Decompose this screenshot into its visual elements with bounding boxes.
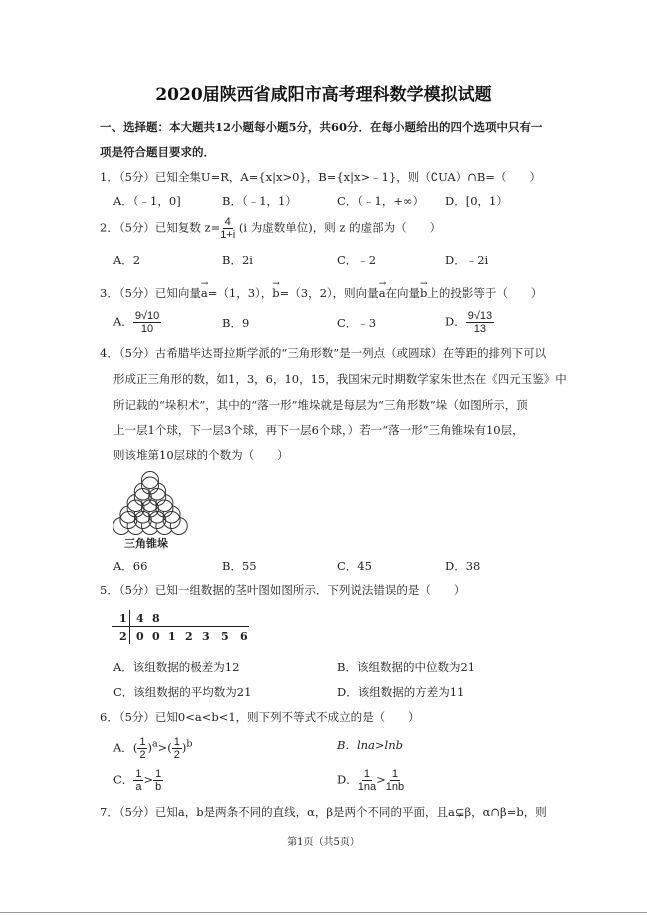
figure-caption: 三角锥垛	[124, 537, 168, 550]
leaf-value: 5	[221, 630, 229, 643]
q1-option-d: D．[0，1）	[445, 194, 508, 208]
q2-option-d: D．﹣2i	[445, 253, 489, 267]
q5-option-b: B．该组数据的中位数为21	[337, 660, 476, 674]
section-heading: 一、选择题：本大题共12小题每小题5分，共60分．在每小题给出的四个选项中只有一	[100, 120, 543, 134]
q2-option-c: C．﹣2	[337, 253, 377, 267]
q4-stem-line: 上一层1个球，下一层3个球，再下一层6个球，）若一“落一形”三角锥垛有10层，	[113, 423, 524, 437]
q1-option-c: C．（﹣1，+∞）	[337, 194, 425, 208]
vector-a: → a	[379, 286, 386, 300]
q7-stem: 7．（5分）已知a，b是两条不同的直线，α，β是两个不同的平面，且a⊊β，α∩β=b，则	[100, 805, 547, 819]
denominator: 1na	[357, 781, 377, 793]
q2-stem-pre: 2．（5分）已知复数 z=	[100, 220, 221, 235]
denominator: 1nb	[385, 781, 405, 793]
leaf-value: 4	[136, 612, 144, 625]
q4-option-c: C．45	[337, 559, 372, 573]
vector-b: → b	[272, 286, 279, 300]
q4-option-a: A．66	[113, 559, 148, 573]
q2-option-a: A．2	[113, 253, 141, 267]
leaf-value: 2	[185, 630, 193, 643]
leaf-value: 6	[240, 630, 248, 643]
page-edge	[0, 912, 647, 913]
exponent: b	[186, 738, 193, 750]
q2-stem	[100, 216, 441, 241]
label: A．	[113, 314, 133, 329]
q6-option-a: A．( $\frac{1}{2}$ )$^a$>( $\frac{1}{2}$ )$^b$	[113, 736, 193, 761]
q5-option-c: C．该组数据的平均数为21	[113, 685, 252, 699]
q4-stem-line: 4．（5分）古希腊毕达哥拉斯学派的“三角形数”是一列点（或圆球）在等距的排列下可以	[100, 346, 547, 360]
numerator: 1	[173, 736, 180, 748]
q1-stem: 1．（5分）已知全集U=R，A={x|x>0}，B={x|x>﹣1}，则（∁UA）∩B=（ ）	[100, 170, 541, 184]
q3-option-b: B．9	[222, 316, 250, 330]
q3-option-a	[113, 310, 161, 335]
q4-stem-line: 形成正三角形的数，如1，3，6，10，15，我国宋元时期数学家朱世杰在《四元玉鉴》中	[113, 372, 567, 386]
q3-text: =（3，2），则向量	[279, 286, 379, 300]
denominator: 10	[140, 323, 154, 335]
q1-option-b: B．（﹣1，1）	[222, 194, 297, 208]
numerator: 1	[135, 768, 142, 780]
stem-value: 2	[119, 630, 127, 643]
label: A．	[113, 740, 133, 755]
section-heading-cont: 项是符合题目要求的．	[100, 145, 215, 159]
page-footer: 第1页（共5页）	[287, 837, 360, 848]
vector-b: → b	[420, 286, 427, 300]
q2-fraction	[220, 216, 235, 241]
q3-text: 3．（5分）已知向量	[100, 286, 201, 300]
leaf-value: 8	[152, 612, 160, 625]
gt-sign: >	[157, 740, 168, 755]
q5-option-d: D．该组数据的方差为11	[337, 685, 465, 699]
leaf-value: 0	[136, 630, 144, 643]
numerator: 9√13	[467, 310, 493, 322]
q3-text: 上的投影等于（ ）	[427, 286, 543, 300]
q4-option-b: B．55	[222, 559, 257, 573]
q6-option-d	[337, 768, 404, 793]
page-title: 2020届陕西省咸阳市高考理科数学模拟试题	[155, 85, 492, 105]
denominator: 2	[173, 749, 180, 761]
q2-option-b: B．2i	[222, 253, 253, 267]
gt-sign: >	[376, 772, 386, 787]
denominator: a	[135, 781, 142, 793]
q3-text: =（1，3），	[207, 286, 273, 300]
stem-leaf-plot	[112, 610, 249, 644]
q3-option-c: C．﹣3	[337, 316, 377, 330]
denominator: 13	[473, 323, 487, 335]
q4-stem-line: 所记载的“垛积术”，其中的“落一形”堆垛就是每层为“三角形数”垛（如图所示，顶	[113, 398, 528, 412]
q6-option-c	[113, 768, 163, 793]
q3-text: 在向量	[385, 286, 421, 300]
vector-a: → a	[201, 286, 208, 300]
leaf-value: 3	[202, 630, 210, 643]
q4-stem-line: 则该堆第10层球的个数为（ ）	[113, 448, 289, 462]
q3-option-d	[445, 310, 494, 335]
stem-value: 1	[119, 612, 127, 625]
q5-stem: 5．（5分）已知一组数据的茎叶图如图所示．下列说法错误的是（ ）	[100, 583, 466, 597]
numerator: 1	[139, 736, 146, 748]
triangular-pyramid-figure	[113, 468, 188, 536]
numerator: 1	[391, 768, 398, 780]
numerator: 1	[363, 768, 370, 780]
numerator: 1	[155, 768, 162, 780]
q3-stem	[100, 286, 542, 300]
numerator: 9√10	[134, 310, 160, 322]
gt-sign: >	[143, 772, 154, 787]
denominator: 1+i	[220, 229, 236, 241]
q6-stem: 6．（5分）已知0<a<b<1，则下列不等式不成立的是（ ）	[100, 710, 420, 724]
q6-option-b: B．lna>lnb	[337, 738, 403, 752]
label: C．	[113, 772, 134, 787]
exponent: a	[151, 738, 158, 750]
leaf-value: 1	[168, 630, 176, 643]
q1-option-a: A．（﹣1，0]	[113, 194, 181, 208]
q5-option-a: A．该组数据的极差为12	[113, 660, 240, 674]
q4-option-d: D．38	[445, 559, 481, 573]
denominator: b	[155, 781, 162, 793]
q2-stem-post: (i 为虚数单位)，则 z 的虚部为（ ）	[238, 220, 442, 235]
label: D．	[445, 314, 466, 329]
leaf-value: 0	[152, 630, 160, 643]
denominator: 2	[139, 749, 146, 761]
numerator: 4	[224, 216, 231, 228]
label: D．	[337, 772, 358, 787]
